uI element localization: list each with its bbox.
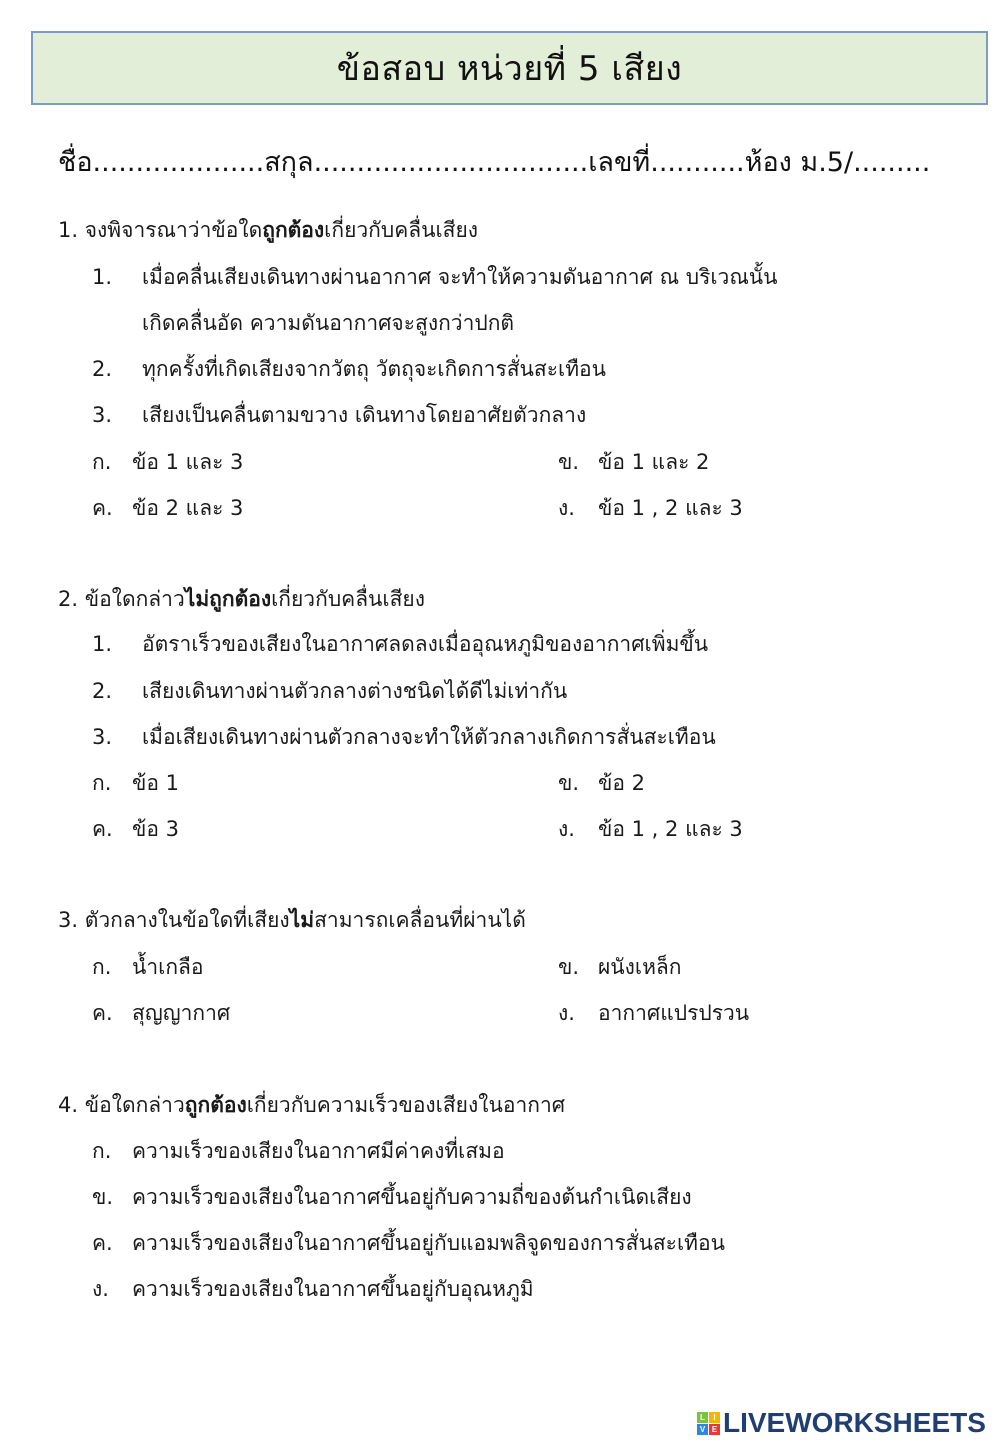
question-4 <box>58 1089 565 1122</box>
question-number: 3. <box>58 908 79 932</box>
choice-c[interactable]: ค. สุญญากาศ <box>92 1001 231 1025</box>
page-title: ข้อสอบ หน่วยที่ 5 เสียง <box>336 49 683 89</box>
statement-1-cont: เกิดคลื่นอัด ความดันอากาศจะสูงกว่าปกติ <box>142 311 515 335</box>
choice-c[interactable]: ค. ข้อ 2 และ 3 <box>92 496 244 520</box>
question-number: 4. <box>58 1093 79 1117</box>
statement-2: 2. เสียงเดินทางผ่านตัวกลางต่างชนิดได้ดีไม่เท่ากัน <box>92 679 568 703</box>
choice-a[interactable]: ก. ความเร็วของเสียงในอากาศมีค่าคงที่เสมอ <box>92 1139 505 1163</box>
choice-c[interactable]: ค. ความเร็วของเสียงในอากาศขึ้นอยู่กับแอมพลิจูดของการสั่นสะเทือน <box>92 1231 725 1255</box>
question-suffix: สามารถเคลื่อนที่ผ่านได้ <box>314 908 526 932</box>
choice-d[interactable]: ง. ความเร็วของเสียงในอากาศขึ้นอยู่กับอุณหภูมิ <box>92 1277 534 1301</box>
question-suffix: เกี่ยวกับคลื่นเสียง <box>271 587 425 611</box>
question-suffix: เกี่ยวกับคลื่นเสียง <box>324 218 479 242</box>
statement-1: 1. เมื่อคลื่นเสียงเดินทางผ่านอากาศ จะทำให้ความดันอากาศ ณ บริเวณนั้น <box>92 265 778 289</box>
question-number: 1. <box>58 218 79 242</box>
question-prefix: ข้อใดกล่าว <box>84 587 185 611</box>
liveworksheets-logo <box>697 1407 986 1439</box>
choice-b[interactable]: ข. ข้อ 2 <box>558 771 646 795</box>
choice-d[interactable]: ง. ข้อ 1 , 2 และ 3 <box>558 817 743 841</box>
choice-d[interactable]: ง. ข้อ 1 , 2 และ 3 <box>558 496 743 520</box>
statement-3: 3. เสียงเป็นคลื่นตามขวาง เดินทางโดยอาศัยตัวกลาง <box>92 403 587 427</box>
question-emphasis: ถูกต้อง <box>184 1093 247 1117</box>
title-box <box>31 31 988 105</box>
question-suffix: เกี่ยวกับความเร็วของเสียงในอากาศ <box>246 1093 566 1117</box>
question-emphasis: ไม่ <box>289 908 315 932</box>
question-prefix: จงพิจารณาว่าข้อใด <box>84 218 263 242</box>
question-prefix: ข้อใดกล่าว <box>84 1093 185 1117</box>
choice-d[interactable]: ง. อากาศแปรปรวน <box>558 1001 750 1025</box>
statement-3: 3. เมื่อเสียงเดินทางผ่านตัวกลางจะทำให้ตัวกลางเกิดการสั่นสะเทือน <box>92 725 716 749</box>
choice-a[interactable]: ก. น้ำเกลือ <box>92 955 204 979</box>
choice-c[interactable]: ค. ข้อ 3 <box>92 817 180 841</box>
question-emphasis: ไม่ถูกต้อง <box>184 587 272 611</box>
statement-1: 1. อัตราเร็วของเสียงในอากาศลดลงเมื่ออุณหภูมิของอากาศเพิ่มขึ้น <box>92 632 709 656</box>
logo-text: LIVEWORKSHEETS <box>723 1407 986 1438</box>
student-info-line: ชื่อ....................สกุล................................เลขที่...........ห้อง ม.5/......... <box>58 147 931 178</box>
question-number: 2. <box>58 587 79 611</box>
choice-b[interactable]: ข. ความเร็วของเสียงในอากาศขึ้นอยู่กับความถี่ของต้นกำเนิดเสียง <box>92 1185 692 1209</box>
live-blocks-icon: L I V E <box>697 1412 720 1435</box>
statement-2: 2. ทุกครั้งที่เกิดเสียงจากวัตถุ วัตถุจะเกิดการสั่นสะเทือน <box>92 357 606 381</box>
choice-b[interactable]: ข. ข้อ 1 และ 2 <box>558 450 710 474</box>
question-1 <box>58 214 478 247</box>
choice-a[interactable]: ก. ข้อ 1 <box>92 771 180 795</box>
choice-b[interactable]: ข. ผนังเหล็ก <box>558 955 682 979</box>
question-2 <box>58 583 425 616</box>
question-prefix: ตัวกลางในข้อใดที่เสียง <box>84 908 290 932</box>
question-emphasis: ถูกต้อง <box>262 218 325 242</box>
choice-a[interactable]: ก. ข้อ 1 และ 3 <box>92 450 244 474</box>
question-3 <box>58 904 526 937</box>
